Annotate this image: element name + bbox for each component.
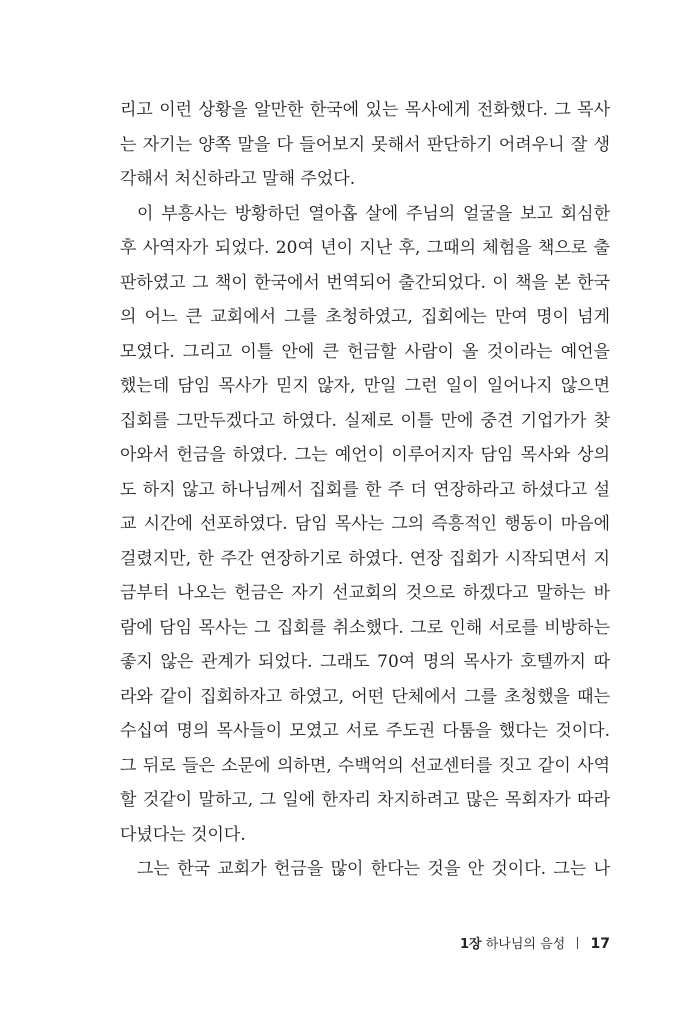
text-line: 도 하지 않고 하나님께서 집회를 한 주 더 연장하라고 하셨다고 설 (120, 479, 610, 500)
text-line: 리고 이런 상황을 알만한 한국에 있는 목사에게 전화했다. 그 목사 (120, 100, 610, 120)
text-line: 금부터 나오는 헌금은 자기 선교회의 것으로 하겠다고 말하는 바 (120, 583, 610, 603)
text-line: 했는데 담임 목사가 믿지 않자, 만일 그런 일이 일어나지 않으면 (120, 376, 610, 396)
chapter-label: 1장 (460, 937, 482, 952)
text-line: 라와 같이 집회하자고 하였고, 어떤 단체에서 그를 초청했을 때는 (120, 686, 610, 707)
text-line: 다녔다는 것이다. (120, 824, 246, 845)
text-line: 걸렸지만, 한 주간 연장하기로 하였다. 연장 집회가 시작되면서 지 (120, 548, 610, 569)
text-line: 후 사역자가 되었다. 20여 년이 지난 후, 그때의 체험을 책으로 출 (120, 238, 610, 258)
page-number: 17 (590, 936, 610, 952)
text-line: 는 자기는 양쪽 말을 다 들어보지 못해서 판단하기 어려우니 잘 생 (120, 134, 610, 155)
text-line: 집회를 그만두겠다고 하였다. 실제로 이틀 만에 중견 기업가가 찾 (120, 410, 610, 431)
text-line: 그 뒤로 들은 소문에 의하면, 수백억의 선교센터를 짓고 같이 사역 (120, 755, 610, 776)
text-line: 판하였고 그 책이 한국에서 번역되어 출간되었다. 이 책을 본 한국 (120, 272, 610, 293)
page-footer (460, 933, 610, 952)
chapter-title: 하나님의 음성 (485, 937, 566, 952)
text-line: 람에 담임 목사는 그 집회를 취소했다. 그로 인해 서로를 비방하는 (120, 617, 610, 638)
text-line: 의 어느 큰 교회에서 그를 초청하였고, 집회에는 만여 명이 넘게 (120, 307, 610, 327)
text-line: 모였다. 그리고 이틀 안에 큰 헌금할 사람이 올 것이라는 예언을 (120, 341, 610, 362)
footer-divider (577, 937, 578, 949)
text-line: 아와서 헌금을 하였다. 그는 예언이 이루어지자 담임 목사와 상의 (120, 445, 610, 465)
text-line: 수십여 명의 목사들이 모였고 서로 주도권 다툼을 했다는 것이다. (120, 721, 610, 741)
body-text (120, 93, 610, 887)
text-line: 할 것같이 말하고, 그 일에 한자리 차지하려고 많은 목회자가 따라 (120, 790, 610, 810)
text-line: 그는 한국 교회가 헌금을 많이 한다는 것을 안 것이다. 그는 나 (137, 859, 610, 879)
text-line: 교 시간에 선포하였다. 담임 목사는 그의 즉흥적인 행동이 마음에 (120, 514, 610, 534)
text-line: 이 부흥사는 방황하던 열아홉 살에 주님의 얼굴을 보고 회심한 (137, 203, 610, 224)
text-line: 각해서 처신하라고 말해 주었다. (120, 169, 356, 189)
text-line: 좋지 않은 관계가 되었다. 그래도 70여 명의 목사가 호텔까지 따 (120, 652, 610, 672)
